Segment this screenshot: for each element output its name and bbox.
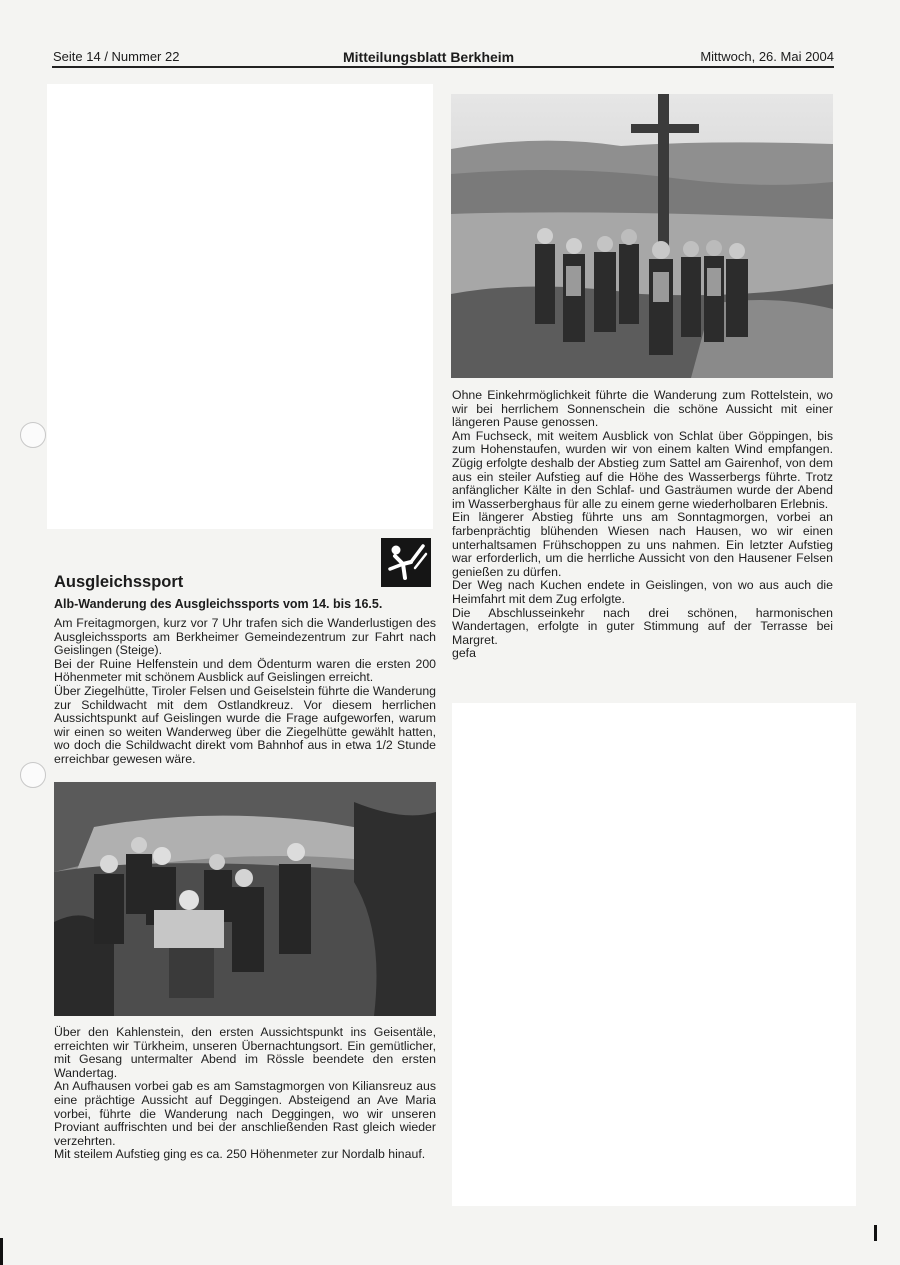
punch-hole (20, 762, 46, 788)
paragraph: Ein längerer Abstieg führte uns am Sonntagmorgen, vorbei an farbenprächtig blühenden Wiesen nach Hausen, wo wir einen unterhaltsamen Frühschoppen zu uns nahmen. Ein letzter Aufstieg war erforderlich, um die herrliche Aussicht von den Hausener Felsen genießen zu dürfen. (452, 510, 833, 579)
section-subtitle: Alb-Wanderung des Ausgleichssports vom 14. bis 16.5. (54, 597, 383, 611)
gymnast-icon (381, 538, 431, 587)
paragraph: Bei der Ruine Helfenstein und dem Ödenturm waren die ersten 200 Höhenmeter mit schönem Ausblick auf Geislingen erreicht. (54, 656, 436, 685)
blank-area-bottom-right (452, 703, 856, 1206)
article-text-left-lower (54, 1026, 436, 1162)
group-photo (54, 782, 436, 1016)
issue-date: Mittwoch, 26. Mai 2004 (700, 49, 834, 64)
blank-area-top-left (47, 84, 433, 529)
article-text-right (452, 389, 833, 661)
section-title: Ausgleichssport (54, 573, 184, 591)
paragraph: Ohne Einkehrmöglichkeit führte die Wanderung zum Rottelstein, wo wir bei herrlichem Sonnenschein die schöne Aussicht mit einer längeren Pause genossen. (452, 388, 833, 430)
summit-cross-photo (451, 94, 833, 378)
paragraph: Der Weg nach Kuchen endete in Geislingen, von wo aus auch die Heimfahrt mit dem Zug erfolgte. (452, 578, 833, 606)
author-signature: gefa (452, 646, 476, 661)
publication-title: Mitteilungsblatt Berkheim (343, 49, 515, 65)
paragraph: Die Abschlusseinkehr nach drei schönen, harmonischen Wandertagen, erfolgte in guter Stimmung auf der Terrasse bei Margret. (452, 605, 833, 647)
paragraph: Mit steilem Aufstieg ging es ca. 250 Höhenmeter zur Nordalb hinauf. (54, 1147, 426, 1162)
paragraph: Über den Kahlenstein, den ersten Aussichtspunkt ins Geisentäle, erreichten wir Türkheim, unseren Übernachtungsort. Ein gemütlicher, mit Gesang untermalter Abend im Rössle beendete den ersten Wandertag. (54, 1025, 436, 1080)
scan-edge-mark (874, 1225, 877, 1241)
paragraph: Über Ziegelhütte, Tiroler Felsen und Geiselstein führte die Wanderung zur Schildwacht mit dem Ostlandkreuz. Vor diesem herrlichen Aussichtspunkt auf Geislingen wurde die Frage aufgeworfen, warum wir einen so weiten Wanderweg über die Ziegelhütte gewählt hatten, wo doch die Schildwacht direkt vom Bahnhof aus in etwa 1/2 Stunde erreichbar gewesen wäre. (54, 683, 436, 766)
article-text-left (54, 617, 436, 767)
paragraph: An Aufhausen vorbei gab es am Samstagmorgen von Kiliansreuz aus eine prächtige Aussicht auf Deggingen. Absteigend an Ave Maria vorbei, führte die Wanderung nach Deggingen, wo wir unseren Proviant auffrischten und bei der anschließenden Rast gleich wieder verzehrten. (54, 1079, 436, 1148)
paragraph: Am Freitagmorgen, kurz vor 7 Uhr trafen sich die Wanderlustigen des Ausgleichssports am Berkheimer Gemeindezentrum zur Fahrt nach Geislingen (Steige). (54, 616, 436, 658)
page-number: Seite 14 / Nummer 22 (53, 49, 180, 64)
punch-hole (20, 422, 46, 448)
paragraph: Am Fuchseck, mit weitem Ausblick von Schlat über Göppingen, bis zum Hohenstaufen, wurden wir von einem kalten Wind empfangen. Zügig erfolgte deshalb der Abstieg zum Sattel am Gairenhof, von dem aus ein steiler Aufstieg auf die Höhe des Wasserbergs führte. Trotz anfänglicher Kälte in den Schlaf- und Gasträumen wurde der Abend im Wasserberghaus für alle zu einem gerne wiederholbaren Erlebnis. (452, 428, 833, 511)
header-rule (52, 66, 834, 68)
scan-edge-mark (0, 1238, 3, 1265)
